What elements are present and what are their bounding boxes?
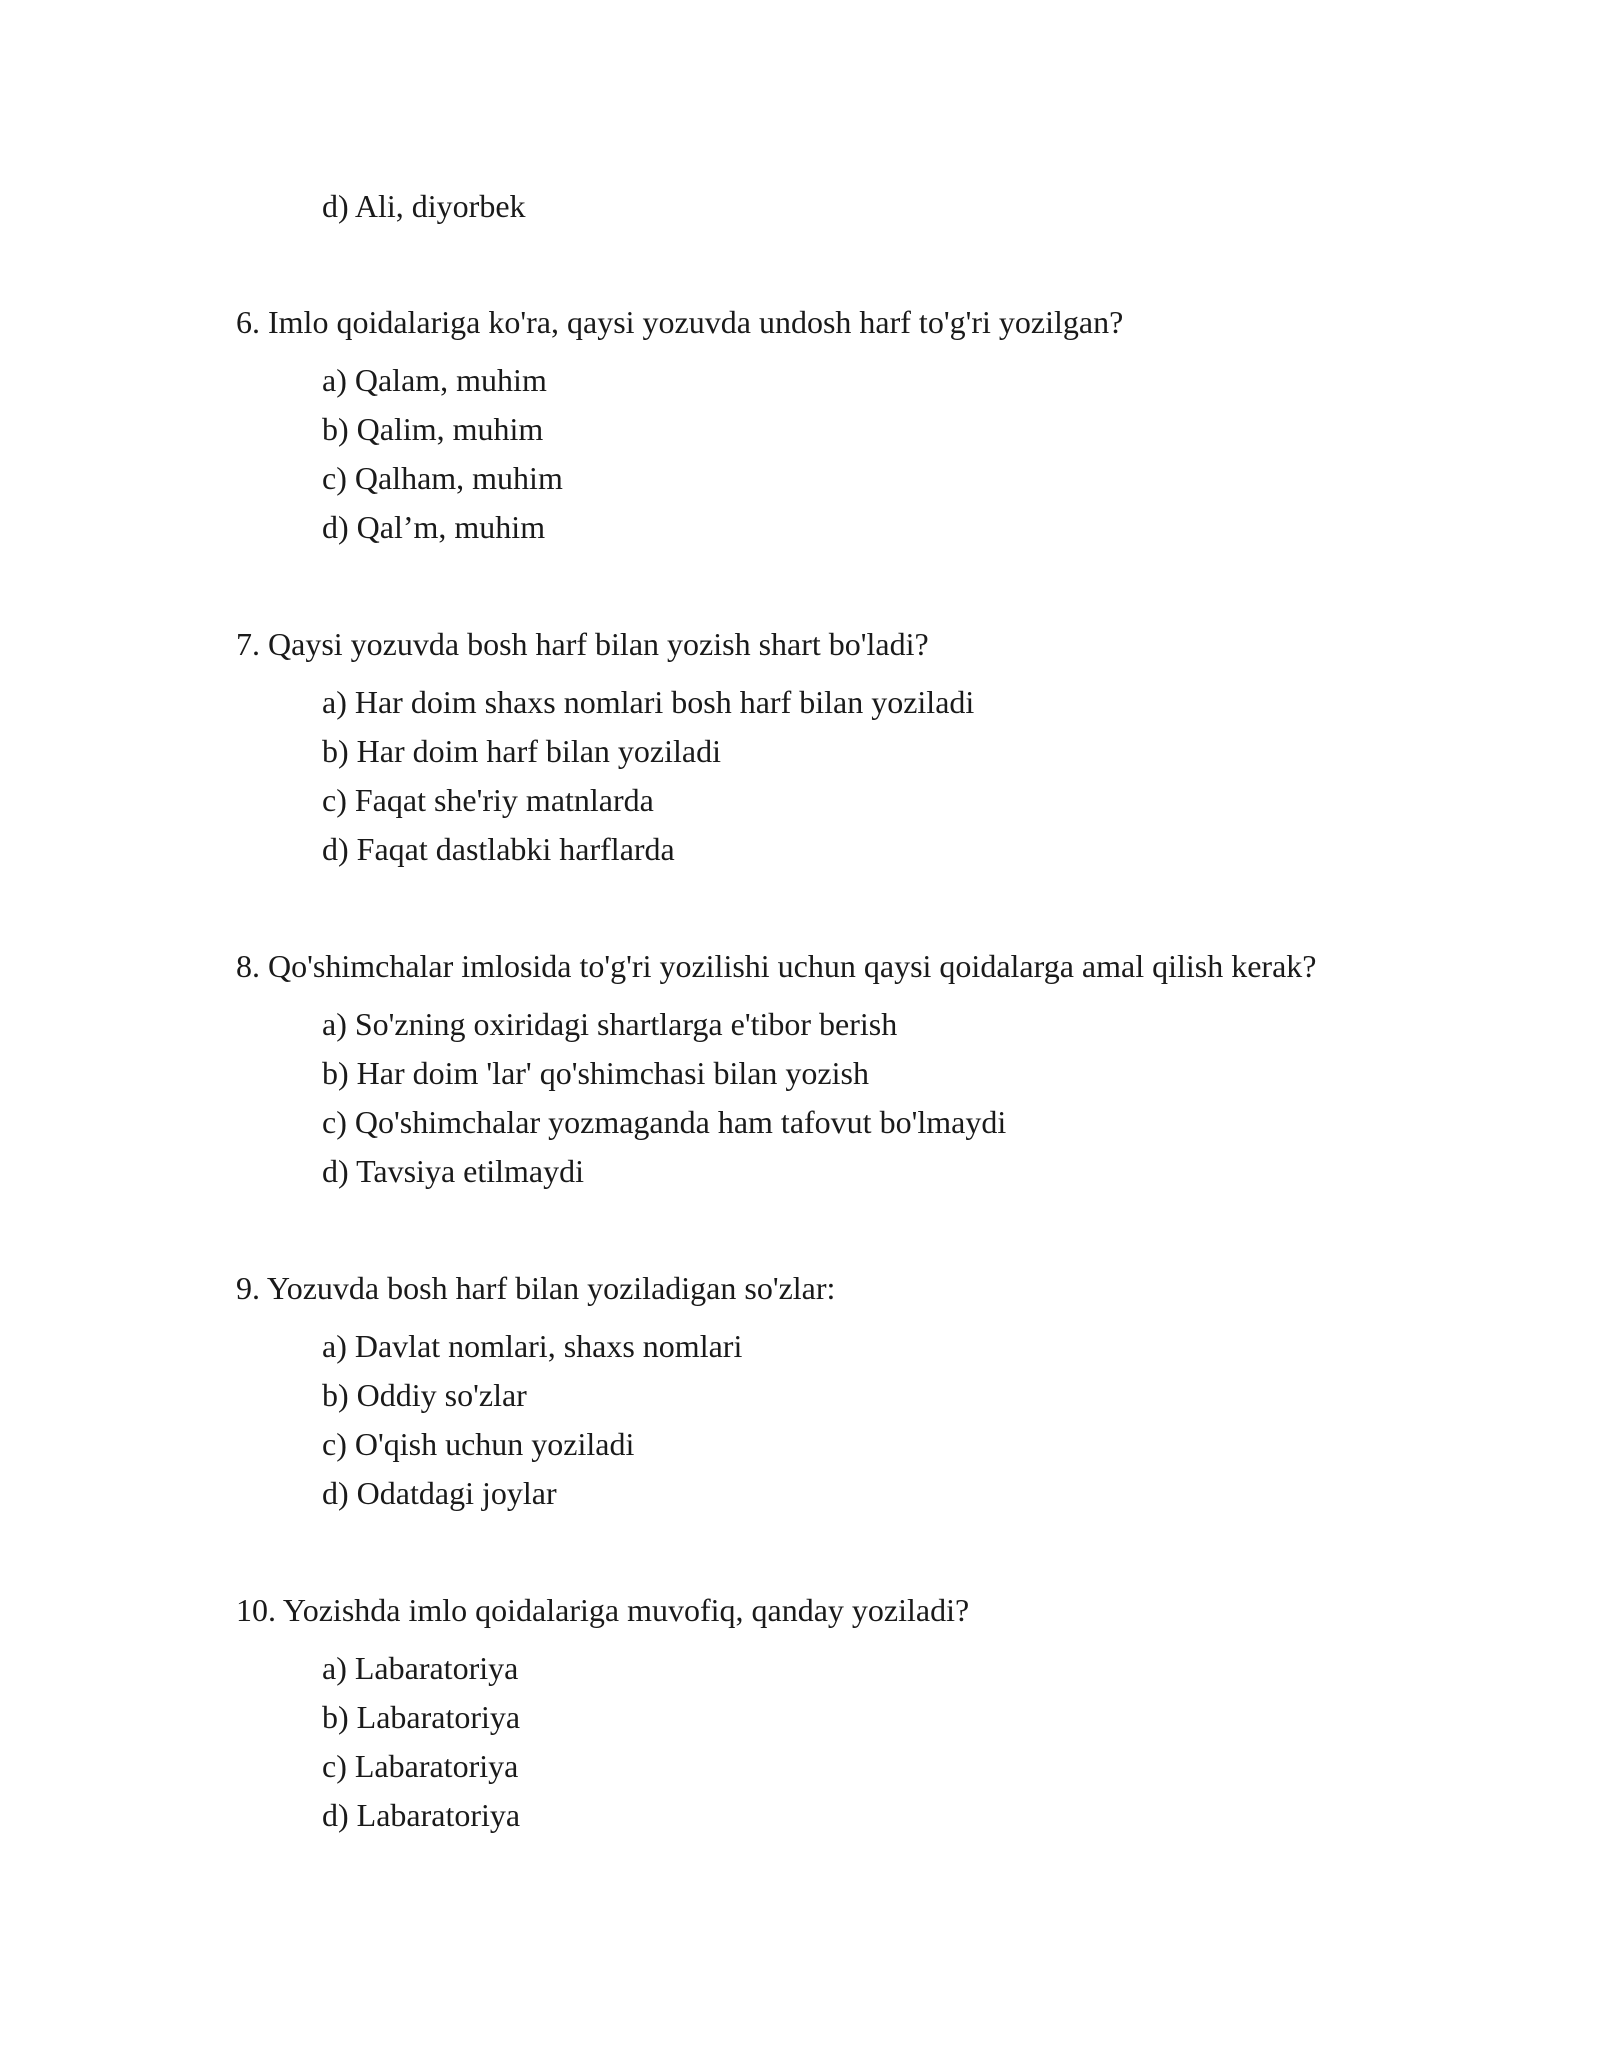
question-text: 7. Qaysi yozuvda bosh harf bilan yozish shart bo'ladi? bbox=[236, 626, 929, 662]
option-c: c) Labaratoriya bbox=[322, 1748, 519, 1784]
option-d: d) Qal’m, muhim bbox=[322, 509, 546, 545]
option-a: a) So'zning oxiridagi shartlarga e'tibor berish bbox=[322, 1006, 898, 1042]
option-c: c) Qo'shimchalar yozmaganda ham tafovut bo'lmaydi bbox=[322, 1104, 1007, 1140]
option-d: d) Faqat dastlabki harflarda bbox=[322, 831, 675, 867]
option-a: a) Labaratoriya bbox=[322, 1650, 519, 1686]
option-d: d) Odatdagi joylar bbox=[322, 1475, 557, 1511]
option-c: c) Faqat she'riy matnlarda bbox=[322, 782, 654, 818]
question-text: 8. Qo'shimchalar imlosida to'g'ri yozilishi uchun qaysi qoidalarga amal qilish kerak? bbox=[236, 948, 1317, 984]
option-a: a) Qalam, muhim bbox=[322, 362, 547, 398]
question-text: 6. Imlo qoidalariga ko'ra, qaysi yozuvda undosh harf to'g'ri yozilgan? bbox=[236, 304, 1124, 340]
option-b: b) Qalim, muhim bbox=[322, 411, 544, 447]
option-a: a) Har doim shaxs nomlari bosh harf bilan yoziladi bbox=[322, 684, 975, 720]
option-b: b) Har doim harf bilan yoziladi bbox=[322, 733, 721, 769]
option-c: c) Qalham, muhim bbox=[322, 460, 563, 496]
option-b: b) Oddiy so'zlar bbox=[322, 1377, 527, 1413]
option-b: b) Labaratoriya bbox=[322, 1699, 521, 1735]
prev-question-option-d: d) Ali, diyorbek bbox=[322, 188, 526, 224]
question-text: 9. Yozuvda bosh harf bilan yoziladigan so'zlar: bbox=[236, 1270, 836, 1306]
option-a: a) Davlat nomlari, shaxs nomlari bbox=[322, 1328, 743, 1364]
option-d: d) Tavsiya etilmaydi bbox=[322, 1153, 584, 1189]
option-b: b) Har doim 'lar' qo'shimchasi bilan yozish bbox=[322, 1055, 869, 1091]
option-c: c) O'qish uchun yoziladi bbox=[322, 1426, 635, 1462]
question-text: 10. Yozishda imlo qoidalariga muvofiq, qanday yoziladi? bbox=[236, 1592, 970, 1628]
option-d: d) Labaratoriya bbox=[322, 1797, 521, 1833]
